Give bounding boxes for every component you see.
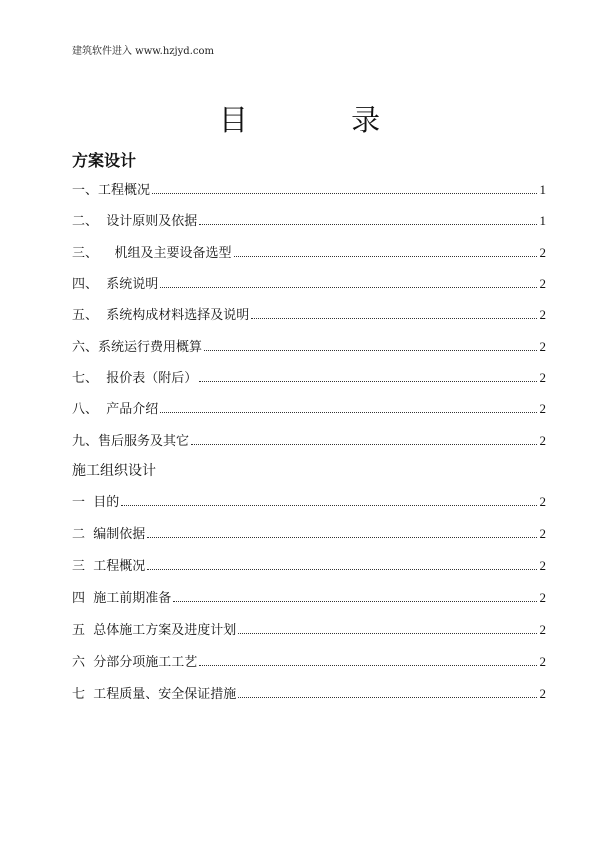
toc-entry[interactable] xyxy=(72,620,546,638)
toc-entry-label: 三、 机组及主要设备选型 xyxy=(72,246,232,261)
toc-entry[interactable] xyxy=(72,431,546,449)
toc-dot-leader xyxy=(173,601,536,602)
toc-entry-label: 二 编制依据 xyxy=(72,527,146,542)
toc-entry[interactable] xyxy=(72,684,546,702)
toc-entry-label: 五、 系统构成材料选择及说明 xyxy=(72,308,250,323)
toc-dot-leader xyxy=(234,256,537,257)
section-heading-construction-design: 施工组织设计 xyxy=(72,463,156,479)
toc-page-number: 1 xyxy=(539,182,546,197)
toc-dot-leader xyxy=(199,665,536,666)
toc-entry[interactable] xyxy=(72,180,546,198)
toc-entry[interactable] xyxy=(72,588,546,606)
toc-page-number: 2 xyxy=(539,622,546,637)
toc-entry[interactable] xyxy=(72,492,546,510)
toc-entry-label: 五 总体施工方案及进度计划 xyxy=(72,623,237,638)
toc-dot-leader xyxy=(204,350,536,351)
toc-dot-leader xyxy=(147,537,536,538)
toc-page-number: 2 xyxy=(539,370,546,385)
toc-entry-label: 四 施工前期准备 xyxy=(72,591,172,606)
toc-page-number: 2 xyxy=(539,276,546,291)
toc-entry[interactable] xyxy=(72,399,546,417)
toc-entry-label: 一 目的 xyxy=(72,495,120,510)
page-title: 目 录 xyxy=(218,103,382,137)
toc-page-number: 2 xyxy=(539,245,546,260)
toc-dot-leader xyxy=(199,381,536,382)
toc-entry[interactable] xyxy=(72,337,546,355)
toc-page-number: 2 xyxy=(539,433,546,448)
toc-entry[interactable] xyxy=(72,556,546,574)
toc-entry-label: 七、 报价表（附后） xyxy=(72,371,198,386)
toc-dot-leader xyxy=(121,505,536,506)
toc-dot-leader xyxy=(199,224,536,225)
toc-entry-label: 八、 产品介绍 xyxy=(72,402,159,417)
toc-entry-label: 六、系统运行费用概算 xyxy=(72,340,203,355)
toc-page-number: 2 xyxy=(539,654,546,669)
section-heading-scheme-design: 方案设计 xyxy=(72,151,137,170)
toc-dot-leader xyxy=(160,412,536,413)
toc-entry[interactable] xyxy=(72,211,546,229)
toc-entry-label: 四、 系统说明 xyxy=(72,277,159,292)
toc-dot-leader xyxy=(251,318,536,319)
toc-page-number: 2 xyxy=(539,558,546,573)
toc-dot-leader xyxy=(191,444,536,445)
toc-page-number: 2 xyxy=(539,686,546,701)
toc-page-number: 1 xyxy=(539,213,546,228)
toc-page-number: 2 xyxy=(539,494,546,509)
toc-page-number: 2 xyxy=(539,307,546,322)
toc-entry-label: 二、 设计原则及依据 xyxy=(72,214,198,229)
toc-entry[interactable] xyxy=(72,652,546,670)
header-note: 建筑软件进入 www.hzjyd.com xyxy=(72,46,214,57)
toc-entry[interactable] xyxy=(72,243,546,261)
toc-entry-label: 一、工程概况 xyxy=(72,183,151,198)
toc-dot-leader xyxy=(160,287,536,288)
toc-dot-leader xyxy=(238,633,536,634)
toc-page-number: 2 xyxy=(539,339,546,354)
toc-page-number: 2 xyxy=(539,590,546,605)
toc-dot-leader xyxy=(152,193,536,194)
toc-entry-label: 七 工程质量、安全保证措施 xyxy=(72,687,237,702)
toc-entry-label: 六 分部分项施工工艺 xyxy=(72,655,198,670)
toc-entry-label: 三 工程概况 xyxy=(72,559,146,574)
toc-entry-label: 九、售后服务及其它 xyxy=(72,434,190,449)
toc-dot-leader xyxy=(238,697,536,698)
toc-page-number: 2 xyxy=(539,526,546,541)
toc-dot-leader xyxy=(147,569,536,570)
toc-entry[interactable] xyxy=(72,524,546,542)
toc-page-number: 2 xyxy=(539,401,546,416)
toc-entry[interactable] xyxy=(72,368,546,386)
toc-entry[interactable] xyxy=(72,305,546,323)
toc-entry[interactable] xyxy=(72,274,546,292)
